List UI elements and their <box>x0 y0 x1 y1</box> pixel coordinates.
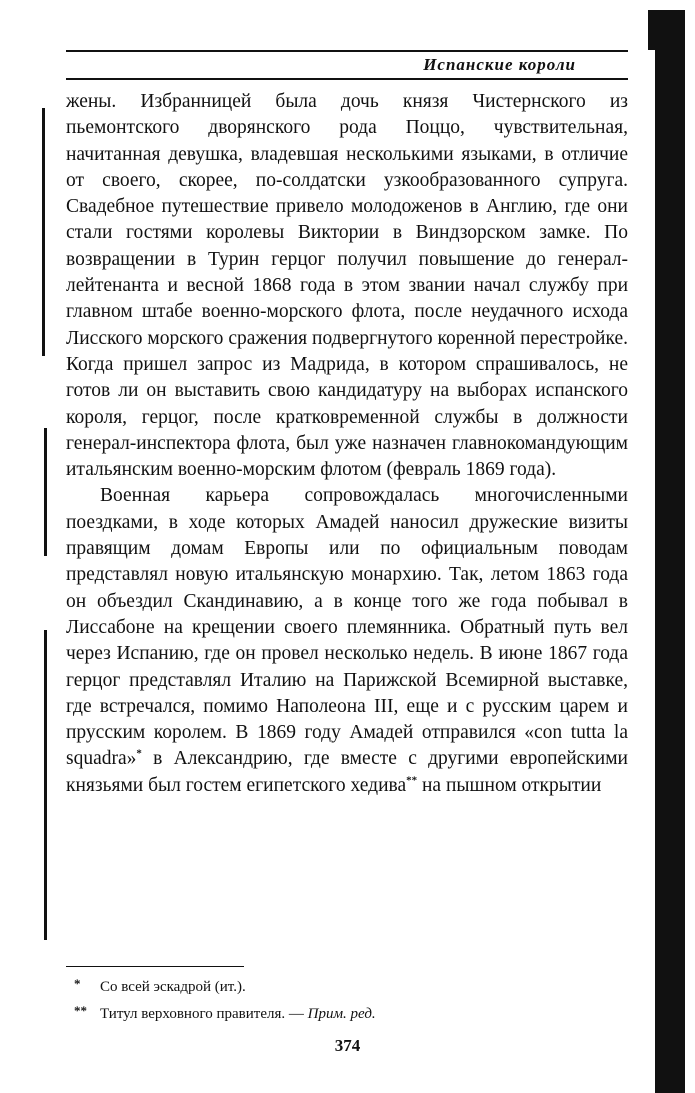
footnote-mark: ** <box>74 1003 87 1018</box>
paragraph-2-part-1: Военная карьера сопровождалась многочисленными поездками, в ходе которых Амадей наносил дружеские визиты правящим домам Европы или по официальным поводам представлял новую итальянскую монархию. Так, летом 1863 года он объездил Скандинавию, а в конце того же года побывал в Лиссабоне на крещении своего племянника. Обратный путь вел через Испанию, где он провел несколько недель. В июне 1867 года герцог представлял Италию на Парижской Всемирной выставке, где встречался, помимо Наполеона III, еще и с русским царем и прусским королем. В 1869 году Амадей отправился «con tutta la squadra» <box>66 485 628 770</box>
footnote-rule <box>66 966 244 967</box>
footnotes <box>74 972 594 1026</box>
footnote-2 <box>74 999 594 1026</box>
margin-mark <box>42 108 45 356</box>
editor-note: Прим. ред. <box>307 1006 376 1022</box>
footnote-mark: * <box>74 976 81 991</box>
footnote-1 <box>74 972 594 999</box>
paragraph-2 <box>66 483 628 799</box>
footnote-text: Титул верховного правителя. — <box>100 1006 304 1022</box>
note-mark-1: * <box>136 747 142 760</box>
body-text <box>66 89 628 799</box>
footnote-text: Со всей эскадрой (ит.). <box>100 979 246 995</box>
page-number: 374 <box>334 1036 361 1055</box>
running-head <box>66 52 628 78</box>
margin-mark <box>44 428 47 556</box>
note-mark-2: ** <box>406 774 418 787</box>
header-rule-bottom <box>66 78 628 80</box>
running-head-title: Испанские короли <box>423 55 576 74</box>
paragraph-2-part-2: в Александрию, где вместе с другими европейскими князьями был гостем египетского хедива <box>66 748 628 796</box>
paragraph-2-part-3: на пышном открытии <box>417 774 602 796</box>
paragraph-1: жены. Избранницей была дочь князя Чистернского из пьемонтского дворянского рода Поццо, чувствительная, начитанная девушка, владевшая несколькими языками, в отличие от своего, скорее, по-солдатски узкообразованного супруга. Свадебное путешествие привело молодоженов в Англию, где они стали гостями королевы Виктории в Виндзорском замке. По возвращении в Турин герцог получил повышение до генерал-лейтенанта и весной 1868 года в этом звании начал службу при главном штабе военно-морского флота, после неудачного исхода Лисского морского сражения подвергнутого коренной перестройке. Когда пришел запрос из Мадрида, в котором спрашивалось, не готов ли он выставить свою кандидатуру на выборах испанского короля, герцог, после кратковременной службы в должности генерал-инспектора флота, был уже назначен главнокомандующим итальянским военно-морским флотом (февраль 1869 года). <box>66 91 628 481</box>
margin-mark <box>44 630 47 940</box>
scan-spine-shadow <box>655 10 685 1093</box>
